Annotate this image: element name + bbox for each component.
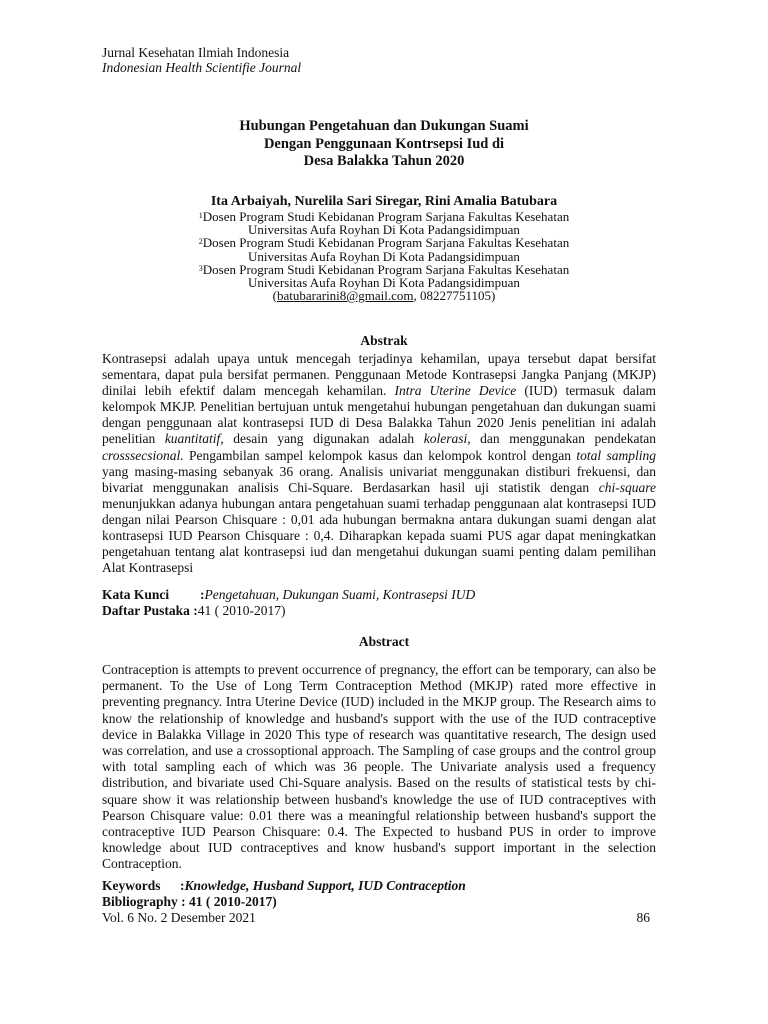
paper-title: [0, 118, 768, 171]
daftar-pustaka-value: 41 ( 2010-2017): [197, 603, 286, 618]
keywords-block: [102, 878, 662, 910]
abstract-paragraph: Contraception is attempts to prevent occurrence of pregnancy, the effort can be temporary, can also be permanent. To the Use of Long Term Contraception Method (MKJP) rated more effective in preventing pregnancy. Intra Uterine Device (IUD) included in the MKJP group. The Research aims to know the relationship of knowledge and husband's support with the use of the IUD contraceptive device in Balakka Village in 2020 This type of research was quantitative research, The design used was correlation, and use a crossoptional approach. The Sampling of case groups and the control group with total sampling each of which was 36 people. The Univariate analysis used a frequency distribution, and bivariate used Chi-Square analysis. Based on the results of statistical tests by chi-square show it was relationship between husband's knowledge the use of IUD contraceptives with Pearson Chisquare value: 0.01 there was a meaningful relationship between husband's support the contraceptive IUD Pearson Chisquare: 0.4. The Expected to husband PUS in order to improve knowledge about IUD contraceptives and know husband's support important in the selection Contraception.: [102, 662, 656, 872]
title-line-1: Hubungan Pengetahuan dan Dukungan Suami: [239, 118, 529, 134]
bibliography-row: Bibliography : 41 ( 2010-2017): [102, 894, 277, 909]
abstrak-paragraph: Kontrasepsi adalah upaya untuk mencegah terjadinya kehamilan, upaya tersebut dapat bersifat sementara, dapat pula bersifat permanen. Penggunaan Metode Kontrasepsi Jangka Panjang (MKJP) dinilai lebih efektif dalam mencegah kehamilan. Intra Uterine Device (IUD) termasuk dalam kelompok MKJP. Penelitian bertujuan untuk mengetahui hubungan pengetahuan dan dukungan suami dengan penggunaan alat kontrasepsi IUD di Desa Balakka Tahun 2020 Jenis penelitian ini adalah penelitian kuantitatif, desain yang digunakan adalah kolerasi, dan menggunakan pendekatan crosssecsional. Pengambilan sampel kelompok kasus dan kelompok kontrol dengan total sampling yang masing-masing sebanyak 36 orang. Analisis univariat menggunakan distiburi frekuensi, dan bivariat menggunakan analisis Chi-Square. Berdasarkan hasil uji statistik dengan chi-square menunjukkan adanya hubungan antara pengetahuan suami terhadap penggunaan alat kontrasepsi IUD dengan nilai Pearson Chisquare : 0,01 ada hubungan bermakna antara dukungan suami dengan alat kontrasepsi IUD Pearson Chisquare : 0,4. Diharapkan kepada suami PUS agar dapat meningkatkan pengetahuan tentang alat kontrasepsi iud dan mengetahui dukungan suami penting dalam pemilihan Alat Kontrasepsi: [102, 351, 657, 576]
journal-name: Jurnal Kesehatan Ilmiah Indonesia: [102, 45, 290, 60]
keywords-value: Knowledge, Husband Support, IUD Contraception: [184, 878, 466, 893]
volume-info: Vol. 6 No. 2 Desember 2021: [102, 910, 256, 925]
kata-kunci-block: [102, 587, 662, 619]
affiliation-university: Universitas Aufa Royhan Di Kota Padangsidimpuan: [248, 222, 520, 238]
affiliation-marker: 1: [198, 211, 203, 220]
affiliation-2: [0, 236, 768, 249]
title-line-3: Desa Balakka Tahun 2020: [303, 153, 465, 169]
affiliation-marker: 2: [198, 237, 203, 247]
contact-phone: , 08227751105): [413, 288, 496, 304]
kata-kunci-label: Kata Kunci: [102, 587, 170, 602]
author-list: Ita Arbaiyah, Nurelila Sari Siregar, Rini Amalia Batubara: [210, 194, 558, 209]
contact-line: (batubararini8@gmail.com, 08227751105): [272, 288, 496, 304]
abstrak-heading: Abstrak: [360, 333, 408, 348]
daftar-pustaka-row: [102, 603, 662, 619]
daftar-pustaka-label: Daftar Pustaka :: [102, 603, 198, 618]
affiliation-line: Dosen Program Studi Kebidanan Program Sarjana Fakultas Kesehatan: [202, 209, 570, 224]
abstract-heading: Abstract: [358, 634, 410, 649]
affiliation-marker: 3: [198, 263, 203, 273]
affiliation-line: Dosen Program Studi Kebidanan Program Sarjana Fakultas Kesehatan: [202, 261, 570, 277]
keywords-label: Keywords: [102, 878, 161, 893]
keywords-row: Keywords :Knowledge, Husband Support, IUD Contraception: [102, 878, 466, 893]
kata-kunci-value: Pengetahuan, Dukungan Suami, Kontrasepsi IUD: [204, 587, 476, 602]
affiliations: [0, 210, 768, 302]
page-number: 86: [636, 910, 650, 925]
kata-kunci-row: Kata Kunci :Pengetahuan, Dukungan Suami, Kontrasepsi IUD: [102, 587, 476, 602]
affiliation-university: Universitas Aufa Royhan Di Kota Padangsidimpuan: [248, 248, 520, 264]
affiliation-university: Universitas Aufa Royhan Di Kota Padangsidimpuan: [248, 275, 520, 291]
title-line-2: Dengan Penggunaan Kontrsepsi Iud di: [263, 135, 505, 152]
affiliation-line: Dosen Program Studi Kebidanan Program Sarjana Fakultas Kesehatan: [202, 235, 570, 251]
email-link[interactable]: batubararini8@gmail.com: [276, 288, 414, 304]
journal-subtitle: Indonesian Health Scientifie Journal: [102, 60, 302, 75]
